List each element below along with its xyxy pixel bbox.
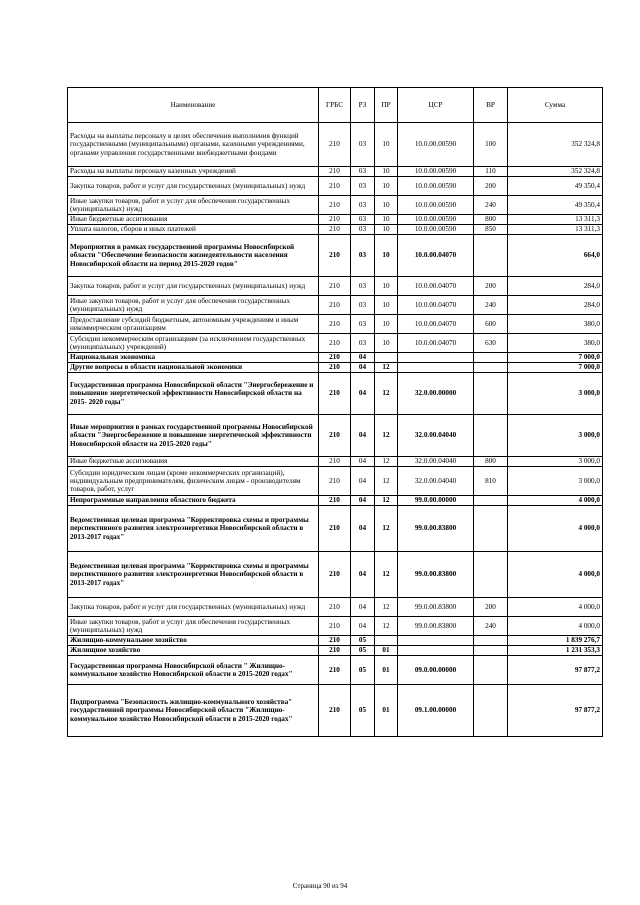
cell-sum: 284,0 [508, 296, 603, 315]
cell-csr: 09.1.00.00000 [398, 685, 474, 737]
cell-name: Мероприятия в рамках государственной программы Новосибирской области "Обеспечение безопасности жизнедеятельности населения Новосибирской области на период 2015-2020 годов" [68, 235, 319, 277]
cell-sum: 4 000,0 [508, 506, 603, 552]
cell-grbs: 210 [319, 467, 351, 496]
cell-vr [474, 656, 508, 685]
table-body [68, 123, 603, 737]
header-rz: РЗ [351, 88, 375, 123]
cell-pr: 10 [375, 315, 398, 334]
table-row [68, 636, 603, 646]
cell-grbs: 210 [319, 334, 351, 353]
cell-grbs: 210 [319, 552, 351, 598]
cell-rz: 03 [351, 235, 375, 277]
cell-name: Иные закупки товаров, работ и услуг для обеспечения государственных (муниципальных) нужд [68, 296, 319, 315]
cell-csr: 32.0.00.04040 [398, 467, 474, 496]
cell-name: Государственная программа Новосибирской области " Жилищно-коммунальное хозяйство Новосибирской области в 2015-2020 годах" [68, 656, 319, 685]
cell-vr: 810 [474, 467, 508, 496]
cell-pr: 12 [375, 373, 398, 415]
table-row [68, 506, 603, 552]
table-row [68, 373, 603, 415]
cell-sum: 664,0 [508, 235, 603, 277]
cell-grbs: 210 [319, 598, 351, 617]
cell-sum: 4 000,0 [508, 552, 603, 598]
cell-rz: 04 [351, 415, 375, 457]
cell-pr: 12 [375, 496, 398, 506]
cell-pr: 12 [375, 457, 398, 467]
cell-vr [474, 506, 508, 552]
table-row [68, 646, 603, 656]
cell-sum: 3 000,0 [508, 457, 603, 467]
cell-grbs: 210 [319, 315, 351, 334]
table-row [68, 363, 603, 373]
cell-csr: 10.0.00.04070 [398, 277, 474, 296]
header-pr: ПР [375, 88, 398, 123]
table-row [68, 334, 603, 353]
table-row [68, 415, 603, 457]
table-row [68, 552, 603, 598]
cell-name: Расходы на выплаты персоналу казенных учреждений [68, 167, 319, 177]
cell-pr: 10 [375, 334, 398, 353]
cell-name: Иные бюджетные ассигнования [68, 215, 319, 225]
cell-csr: 99.0.00.83800 [398, 598, 474, 617]
cell-sum: 13 311,3 [508, 215, 603, 225]
cell-csr [398, 646, 474, 656]
cell-grbs: 210 [319, 277, 351, 296]
cell-sum: 380,0 [508, 334, 603, 353]
table-row [68, 617, 603, 636]
cell-vr: 200 [474, 598, 508, 617]
cell-name: Иные закупки товаров, работ и услуг для обеспечения государственных (муниципальных) нужд [68, 617, 319, 636]
table-row [68, 167, 603, 177]
cell-vr: 110 [474, 167, 508, 177]
table-row [68, 215, 603, 225]
cell-name: Субсидии юридическим лицам (кроме некоммерческих организаций), индивидуальным предпринимателям, физическим лицам - производителям товаров, работ, услуг [68, 467, 319, 496]
table-row [68, 353, 603, 363]
cell-rz: 05 [351, 656, 375, 685]
table-row [68, 235, 603, 277]
cell-rz: 04 [351, 353, 375, 363]
cell-pr [375, 636, 398, 646]
cell-pr: 12 [375, 506, 398, 552]
cell-sum: 1 231 353,3 [508, 646, 603, 656]
cell-vr [474, 373, 508, 415]
cell-name: Жилищно-коммунальное хозяйство [68, 636, 319, 646]
cell-sum: 97 877,2 [508, 656, 603, 685]
cell-csr: 10.0.00.00590 [398, 123, 474, 167]
table-row [68, 496, 603, 506]
cell-csr: 10.0.00.04070 [398, 235, 474, 277]
cell-sum: 4 000,0 [508, 496, 603, 506]
cell-pr: 10 [375, 296, 398, 315]
cell-rz: 04 [351, 506, 375, 552]
cell-grbs: 210 [319, 235, 351, 277]
cell-vr [474, 685, 508, 737]
cell-sum: 7 000,0 [508, 353, 603, 363]
header-name: Наименование [68, 88, 319, 123]
cell-rz: 03 [351, 334, 375, 353]
cell-rz: 04 [351, 617, 375, 636]
cell-pr: 01 [375, 656, 398, 685]
header-grbs: ГРБС [319, 88, 351, 123]
cell-csr: 10.0.00.04070 [398, 296, 474, 315]
cell-pr: 10 [375, 277, 398, 296]
header-sum: Сумма [508, 88, 603, 123]
cell-rz: 03 [351, 296, 375, 315]
table-row [68, 177, 603, 196]
cell-name: Уплата налогов, сборов и иных платежей [68, 225, 319, 235]
cell-rz: 04 [351, 552, 375, 598]
cell-grbs: 210 [319, 636, 351, 646]
cell-vr: 600 [474, 315, 508, 334]
cell-csr: 10.0.00.00590 [398, 225, 474, 235]
cell-sum: 4 000,0 [508, 598, 603, 617]
cell-sum: 284,0 [508, 277, 603, 296]
cell-vr [474, 415, 508, 457]
cell-grbs: 210 [319, 415, 351, 457]
cell-sum: 97 877,2 [508, 685, 603, 737]
cell-name: Подпрограмма "Безопасность жилищно-коммунального хозяйства" государственной программы Новосибирской области "Жилищно-коммунальное хозяйство Новосибирской области в 2015-2020 годах" [68, 685, 319, 737]
cell-vr: 200 [474, 277, 508, 296]
table-row [68, 123, 603, 167]
cell-grbs: 210 [319, 617, 351, 636]
cell-vr: 240 [474, 617, 508, 636]
cell-grbs: 210 [319, 215, 351, 225]
cell-pr: 12 [375, 415, 398, 457]
cell-name: Закупка товаров, работ и услуг для государственных (муниципальных) нужд [68, 598, 319, 617]
table-header-row [68, 88, 603, 123]
cell-sum: 4 000,0 [508, 617, 603, 636]
cell-vr [474, 353, 508, 363]
cell-vr: 240 [474, 196, 508, 215]
cell-rz: 04 [351, 457, 375, 467]
cell-vr [474, 496, 508, 506]
cell-sum: 3 000,0 [508, 467, 603, 496]
cell-name: Иные бюджетные ассигнования [68, 457, 319, 467]
cell-vr [474, 235, 508, 277]
cell-csr [398, 353, 474, 363]
table-row [68, 315, 603, 334]
cell-pr: 12 [375, 598, 398, 617]
cell-grbs: 210 [319, 353, 351, 363]
cell-vr [474, 552, 508, 598]
cell-vr: 800 [474, 457, 508, 467]
budget-table [67, 87, 603, 737]
cell-sum: 7 000,0 [508, 363, 603, 373]
table-row [68, 656, 603, 685]
cell-csr: 99.0.00.00000 [398, 496, 474, 506]
cell-sum: 3 000,0 [508, 415, 603, 457]
cell-name: Государственная программа Новосибирской области "Энергосбережение и повышение энергетической эффективности Новосибирской области на 2015- 2020 годы" [68, 373, 319, 415]
cell-csr: 32.0.00.04040 [398, 415, 474, 457]
cell-rz: 03 [351, 196, 375, 215]
cell-rz: 04 [351, 467, 375, 496]
cell-grbs: 210 [319, 506, 351, 552]
cell-name: Другие вопросы в области национальной экономики [68, 363, 319, 373]
cell-name: Предоставление субсидий бюджетным, автономным учреждениям и иным некоммерческим организациям [68, 315, 319, 334]
cell-name: Непрограммные направления областного бюджета [68, 496, 319, 506]
cell-csr: 10.0.00.00590 [398, 167, 474, 177]
cell-grbs: 210 [319, 496, 351, 506]
cell-rz: 03 [351, 177, 375, 196]
cell-vr: 240 [474, 296, 508, 315]
table-row [68, 225, 603, 235]
cell-sum: 352 324,8 [508, 123, 603, 167]
cell-vr: 100 [474, 123, 508, 167]
cell-grbs: 210 [319, 177, 351, 196]
cell-rz: 04 [351, 373, 375, 415]
cell-name: Национальная экономика [68, 353, 319, 363]
cell-name: Жилищное хозяйство [68, 646, 319, 656]
cell-rz: 03 [351, 277, 375, 296]
cell-rz: 05 [351, 636, 375, 646]
page-footer: Страница 90 из 94 [292, 882, 348, 890]
cell-csr: 10.0.00.00590 [398, 215, 474, 225]
cell-rz: 05 [351, 685, 375, 737]
cell-csr: 10.0.00.00590 [398, 196, 474, 215]
cell-name: Иные закупки товаров, работ и услуг для обеспечения государственных (муниципальных) нужд [68, 196, 319, 215]
cell-grbs: 210 [319, 167, 351, 177]
cell-name: Ведомственная целевая программа "Корректировка схемы и программы перспективного развития электроэнергетики Новосибирской области в 2013-2017 годах" [68, 552, 319, 598]
cell-csr [398, 636, 474, 646]
cell-sum: 380,0 [508, 315, 603, 334]
cell-pr: 12 [375, 363, 398, 373]
cell-csr: 10.0.00.00590 [398, 177, 474, 196]
cell-vr [474, 636, 508, 646]
cell-grbs: 210 [319, 685, 351, 737]
cell-csr: 99.0.00.83800 [398, 552, 474, 598]
cell-pr: 12 [375, 552, 398, 598]
cell-name: Расходы на выплаты персоналу в целях обеспечения выполнения функций государственными (муниципальными) органами, казенными учреждениями, органами управления государственными внебюджетными фондами [68, 123, 319, 167]
cell-csr: 10.0.00.04070 [398, 315, 474, 334]
header-vr: ВР [474, 88, 508, 123]
cell-grbs: 210 [319, 296, 351, 315]
cell-csr: 10.0.00.04070 [398, 334, 474, 353]
cell-vr: 850 [474, 225, 508, 235]
cell-csr: 99.0.00.83800 [398, 506, 474, 552]
cell-csr: 32.0.00.04040 [398, 457, 474, 467]
header-csr: ЦСР [398, 88, 474, 123]
cell-csr: 09.0.00.00000 [398, 656, 474, 685]
cell-pr: 10 [375, 225, 398, 235]
cell-sum: 3 000,0 [508, 373, 603, 415]
cell-rz: 03 [351, 215, 375, 225]
cell-vr: 200 [474, 177, 508, 196]
cell-pr: 10 [375, 235, 398, 277]
cell-grbs: 210 [319, 373, 351, 415]
cell-rz: 03 [351, 123, 375, 167]
cell-pr: 10 [375, 167, 398, 177]
cell-rz: 03 [351, 225, 375, 235]
cell-rz: 04 [351, 363, 375, 373]
cell-pr: 10 [375, 123, 398, 167]
cell-name: Закупка товаров, работ и услуг для государственных (муниципальных) нужд [68, 277, 319, 296]
cell-pr: 01 [375, 646, 398, 656]
cell-rz: 03 [351, 315, 375, 334]
table-row [68, 296, 603, 315]
table-row [68, 685, 603, 737]
cell-grbs: 210 [319, 196, 351, 215]
cell-vr: 630 [474, 334, 508, 353]
cell-sum: 49 350,4 [508, 177, 603, 196]
cell-vr: 800 [474, 215, 508, 225]
cell-pr: 12 [375, 617, 398, 636]
cell-pr [375, 353, 398, 363]
table-row [68, 598, 603, 617]
cell-grbs: 210 [319, 363, 351, 373]
cell-sum: 13 311,3 [508, 225, 603, 235]
table-row [68, 457, 603, 467]
cell-rz: 05 [351, 646, 375, 656]
cell-sum: 49 350,4 [508, 196, 603, 215]
cell-name: Закупка товаров, работ и услуг для государственных (муниципальных) нужд [68, 177, 319, 196]
cell-csr: 32.0.00.00000 [398, 373, 474, 415]
cell-pr: 01 [375, 685, 398, 737]
table-row [68, 196, 603, 215]
cell-name: Субсидии некоммерческим организациям (за исключением государственных (муниципальных) учреждений) [68, 334, 319, 353]
cell-rz: 04 [351, 598, 375, 617]
cell-pr: 10 [375, 177, 398, 196]
cell-name: Ведомственная целевая программа "Корректировка схемы и программы перспективного развития электроэнергетики Новосибирской области в 2013-2017 годах" [68, 506, 319, 552]
cell-rz: 03 [351, 167, 375, 177]
cell-grbs: 210 [319, 123, 351, 167]
cell-rz: 04 [351, 496, 375, 506]
cell-pr: 12 [375, 467, 398, 496]
cell-csr: 99.0.00.83800 [398, 617, 474, 636]
cell-grbs: 210 [319, 225, 351, 235]
table-row [68, 277, 603, 296]
cell-pr: 10 [375, 196, 398, 215]
cell-vr [474, 646, 508, 656]
cell-sum: 1 839 276,7 [508, 636, 603, 646]
cell-vr [474, 363, 508, 373]
table-row [68, 467, 603, 496]
cell-grbs: 210 [319, 646, 351, 656]
cell-csr [398, 363, 474, 373]
cell-pr: 10 [375, 215, 398, 225]
cell-sum: 352 324,8 [508, 167, 603, 177]
cell-grbs: 210 [319, 656, 351, 685]
cell-grbs: 210 [319, 457, 351, 467]
cell-name: Иные мероприятия в рамках государственной программы Новосибирской области "Энергосбережение и повышение энергетической эффективности Новосибирской области на 2015-2020 годы" [68, 415, 319, 457]
